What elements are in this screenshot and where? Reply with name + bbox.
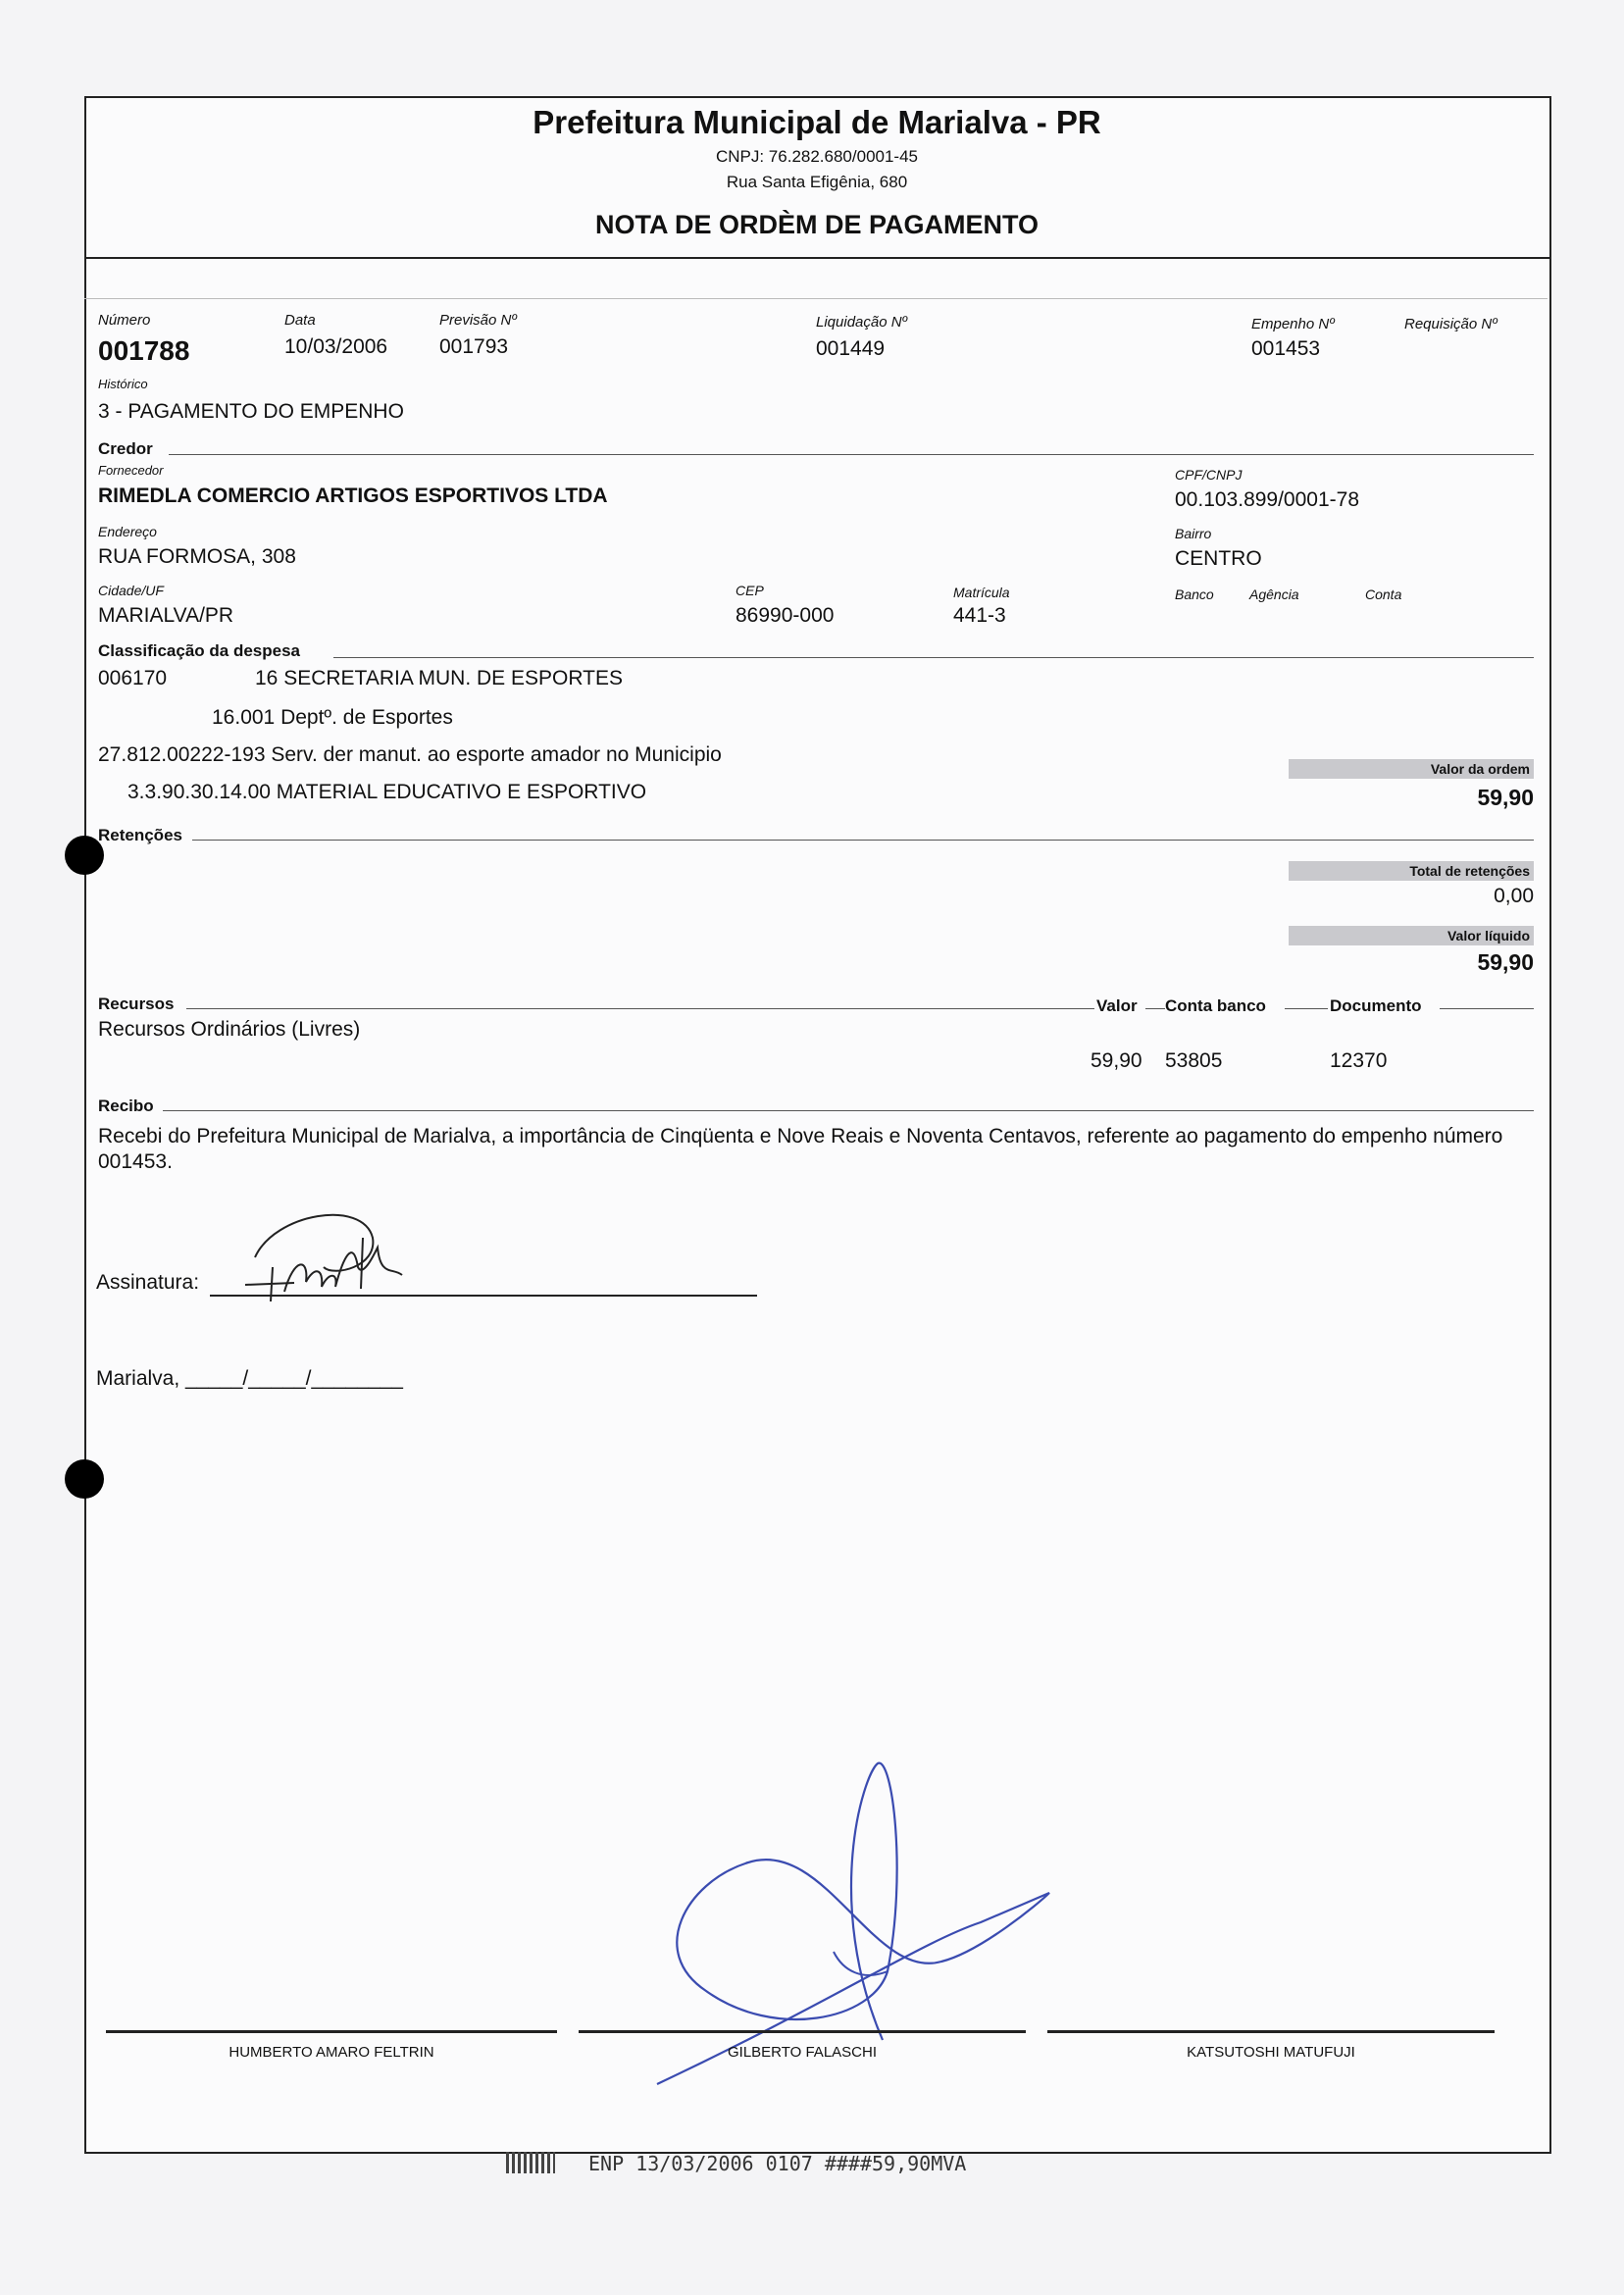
numero-label: Número <box>98 312 151 329</box>
punch-hole-bottom <box>65 1459 104 1499</box>
local-data-label: Marialva, _____/_____/________ <box>96 1367 403 1390</box>
bairro-label: Bairro <box>1175 526 1212 541</box>
classificacao-code: 006170 <box>98 667 168 689</box>
recibo-text: Recebi do Prefeitura Municipal de Marialva, a importância de Cinqüenta e Nove Reais e Noventa Centavos, referente ao pagamento do empenho número 001453. <box>98 1125 1503 1173</box>
requisicao-label: Requisição Nº <box>1404 316 1497 332</box>
fornecedor-label: Fornecedor <box>98 463 164 478</box>
liquidacao-label: Liquidação Nº <box>816 314 908 331</box>
assinatura-label: Assinatura: <box>96 1271 200 1294</box>
agencia-label: Agência <box>1249 586 1299 602</box>
recursos-conta: 53805 <box>1165 1049 1223 1072</box>
signature-line-3 <box>1047 2030 1495 2033</box>
conta-label: Conta <box>1365 586 1402 602</box>
classificacao-departamento: 16.001 Deptº. de Esportes <box>212 706 453 729</box>
recibo-section: Recibo <box>98 1096 154 1115</box>
empenho-value: 001453 <box>1251 337 1321 360</box>
fornecedor-value: RIMEDLA COMERCIO ARTIGOS ESPORTIVOS LTDA <box>98 484 608 507</box>
signatory-3: KATSUTOSHI MATUFUJI <box>1187 2044 1355 2061</box>
historico-value: 3 - PAGAMENTO DO EMPENHO <box>98 400 404 423</box>
classificacao-programa: 27.812.00222-193 Serv. der manut. ao esporte amador no Municipio <box>98 743 722 766</box>
header-cnpj: CNPJ: 76.282.680/0001-45 <box>715 147 919 166</box>
header-separator <box>84 257 1549 259</box>
matricula-label: Matrícula <box>953 585 1010 600</box>
classificacao-secretaria: 16 SECRETARIA MUN. DE ESPORTES <box>255 667 623 689</box>
retencoes-section: Retenções <box>98 826 182 844</box>
divider <box>84 298 1548 299</box>
bairro-value: CENTRO <box>1175 547 1262 570</box>
cidade-value: MARIALVA/PR <box>98 604 234 627</box>
endereco-label: Endereço <box>98 524 157 539</box>
matricula-value: 441-3 <box>953 604 1006 627</box>
recursos-documento: 12370 <box>1330 1049 1388 1072</box>
stamp-barcode-icon <box>506 2152 555 2173</box>
valor-liquido-label: Valor líquido <box>1289 926 1534 945</box>
retencoes-rule <box>192 840 1534 841</box>
cidade-label: Cidade/UF <box>98 583 164 598</box>
total-retencoes-value: 0,00 <box>1494 885 1534 907</box>
historico-label: Histórico <box>98 377 148 391</box>
empenho-label: Empenho Nº <box>1251 316 1335 332</box>
cpf-label: CPF/CNPJ <box>1175 467 1243 483</box>
recursos-fonte: Recursos Ordinários (Livres) <box>98 1018 361 1041</box>
valor-ordem-value: 59,90 <box>1477 785 1534 810</box>
signature-line-2 <box>579 2030 1026 2033</box>
recursos-valor: 59,90 <box>1091 1049 1142 1072</box>
signatory-1: HUMBERTO AMARO FELTRIN <box>228 2044 434 2061</box>
page-title: Prefeitura Municipal de Marialva - PR <box>533 104 1101 140</box>
banco-label: Banco <box>1175 586 1214 602</box>
total-retencoes-label: Total de retenções <box>1289 861 1534 881</box>
document-title: NOTA DE ORDÈM DE PAGAMENTO <box>594 210 1039 239</box>
classificacao-section: Classificação da despesa <box>98 641 301 660</box>
previsao-label: Previsão Nº <box>439 312 517 329</box>
valor-ordem-label: Valor da ordem <box>1289 759 1534 779</box>
recursos-section: Recursos <box>98 994 175 1013</box>
recursos-rule-4 <box>1440 1008 1534 1009</box>
credor-rule <box>169 454 1534 455</box>
punch-hole-top <box>65 836 104 875</box>
previsao-value: 001793 <box>439 335 509 358</box>
recursos-rule-2 <box>1145 1008 1165 1009</box>
recursos-conta-label: Conta banco <box>1165 996 1266 1015</box>
recursos-documento-label: Documento <box>1330 996 1422 1015</box>
recursos-valor-label: Valor <box>1096 996 1138 1015</box>
numero-value: 001788 <box>98 335 190 366</box>
credor-section: Credor <box>98 439 153 458</box>
recipient-signature-icon <box>216 1198 471 1306</box>
signatory-2: GILBERTO FALASCHI <box>728 2044 877 2061</box>
classificacao-rule <box>333 657 1534 658</box>
header-address: Rua Santa Efigênia, 680 <box>726 173 908 191</box>
recursos-rule-3 <box>1285 1008 1328 1009</box>
signature-line-1 <box>106 2030 557 2033</box>
classificacao-elemento: 3.3.90.30.14.00 MATERIAL EDUCATIVO E ESPORTIVO <box>127 781 647 803</box>
liquidacao-value: 001449 <box>816 337 886 360</box>
recibo-rule <box>163 1110 1534 1111</box>
data-label: Data <box>284 312 316 329</box>
bank-stamp: ENP 13/03/2006 0107 ####59,90MVA <box>588 2152 967 2175</box>
valor-liquido-value: 59,90 <box>1477 949 1534 975</box>
data-value: 10/03/2006 <box>284 335 388 358</box>
cep-value: 86990-000 <box>736 604 835 627</box>
endereco-value: RUA FORMOSA, 308 <box>98 545 296 568</box>
cep-label: CEP <box>736 583 764 598</box>
recursos-rule <box>186 1008 1094 1009</box>
cpf-value: 00.103.899/0001-78 <box>1175 488 1360 511</box>
